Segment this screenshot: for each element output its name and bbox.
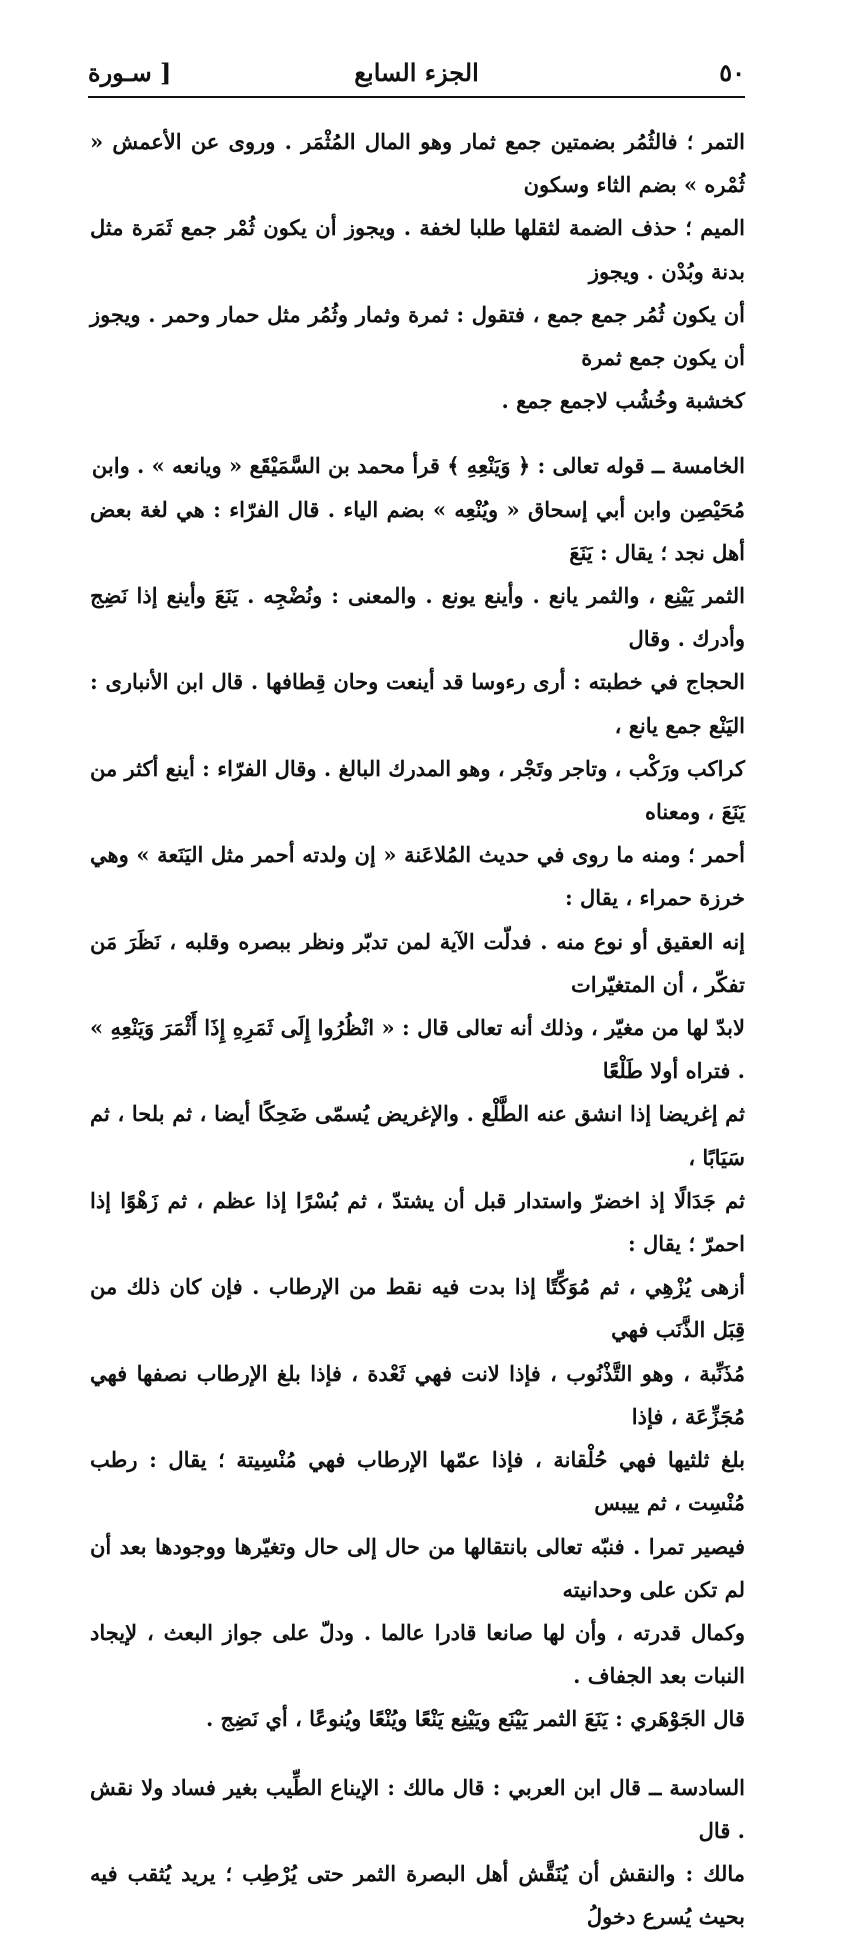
text-line: ثم جَدَالًا إذ اخضرّ واستدار قبل أن يشتدّ ، ثم بُسْرًا إذا عظم ، ثم زَهْوًا إذا احمرّ ؛ يقال : — [90, 1187, 745, 1257]
text-line: أن يكون ثُمُر جمع جمع ، فتقول : ثمرة وثمار وثُمُر مثل حمار وحمر . ويجوز أن يكون جمع ثمرة — [90, 301, 745, 371]
text-line: ثم إغريضا إذا انشق عنه الطَّلْع . والإغريض يُسمّى ضَحِكًا أيضا ، ثم بلحا ، ثم سَيَابًا ، — [90, 1101, 745, 1170]
part-title: الجزء السابع — [354, 58, 479, 87]
text-line: فيصير تمرا . فنبّه تعالى بانتقالها من حال إلى حال وتغيّرها ووجودها بعد أن لم تكن على وحدانيته — [90, 1533, 745, 1602]
surah-label: [ سـورة — [88, 58, 172, 87]
paragraph-2 — [90, 444, 745, 1740]
page-header — [88, 56, 745, 98]
page-body — [90, 120, 745, 1938]
text-line: الميم ؛ حذف الضمة لثقلها طلبا لخفة . ويجوز أن يكون ثُمْر جمع ثَمَرة مثل بدنة وبُدْن . ويجوز — [90, 215, 745, 284]
text-line: أحمر ؛ ومنه ما روى في حديث المُلاعَنة « إن ولدته أحمر مثل اليَنَعة » وهي خرزة حمراء ، يقال : — [90, 842, 745, 911]
text-line: بلغ ثلثيها فهي حُلْقانة ، فإذا عمّها الإرطاب فهي مُنْسِيتة ؛ يقال : رطب مُنْسِت ، ثم ييبس — [90, 1447, 745, 1516]
paragraph-3 — [90, 1766, 745, 1938]
text-line: السادسة ــ قال ابن العربي : قال مالك : الإيناع الطِّيب بغير فساد ولا نقش . قال — [90, 1774, 745, 1843]
text-line: كخشبة وخُشُب لاجمع جمع . — [501, 388, 745, 414]
text-line: مُذَنِّبة ، وهو التَّذْنُوب ، فإذا لانت فهي ثَعْدة ، فإذا بلغ الإرطاب نصفها فهي مُجَزِّعَة ، فإذا — [90, 1360, 745, 1429]
text-line: الخامسة ــ قوله تعالى : ﴿ وَيَنْعِهِ ﴾ قرأ محمد بن السَّمَيْقَع « ويانعه » . وابن — [91, 453, 745, 479]
page-number: ٥٠ — [719, 58, 745, 87]
text-line: مالك : والنقش أن يُنَقَّش أهل البصرة الثمر حتى يُرْطِب ؛ يريد يُثقب فيه بحيث يُسرع دخولُ — [90, 1860, 745, 1930]
text-line: قال الجَوْهَري : يَنَعَ الثمر يَيْنَع ويَيْنِع يَنْعًا ويُنْعًا ويُنوعًا ، أي نَضِج . — [205, 1706, 745, 1732]
text-line: كراكب ورَكْب ، وتاجر وتَجْر ، وهو المدرك البالغ . وقال الفرّاء : أينع أكثر من يَنَعَ ، ومعناه — [90, 755, 745, 825]
text-line: إنه العقيق أو نوع منه . فدلّت الآية لمن تدبّر ونظر ببصره وقلبه ، نَظَرَ مَن تفكّر ، أن المتغيّرات — [90, 928, 745, 997]
text-line: مُحَيْصِن وابن أبي إسحاق « ويُنْعِه » بضم الياء . قال الفرّاء : هي لغة بعض أهل نجد ؛ يقال : يَنَعَ — [90, 496, 745, 565]
text-line: الحجاج في خطبته : أرى رءوسا قد أينعت وحان قِطافها . قال ابن الأنبارى : اليَنْع جمع يانع ، — [90, 669, 745, 738]
text-line: لابدّ لها من مغيّر ، وذلك أنه تعالى قال : « انْظُرُوا إِلَى ثَمَرِهِ إِذَا أَثْمَرَ وَيَنْعِهِ » . فتراه أولا طَلْعًا — [90, 1015, 745, 1084]
text-line: التمر ؛ فالثُمُر بضمتين جمع ثمار وهو المال المُثْمَر . وروى عن الأعمش « ثُمْره » بضم الثاء وسكون — [90, 129, 745, 198]
text-line: وكمال قدرته ، وأن لها صانعا قادرا عالما . ودلّ على جواز البعث ، لإيجاد النبات بعد الجفاف . — [90, 1619, 745, 1689]
text-line: أزهى يُزْهِي ، ثم مُوَكِّتًا إذا بدت فيه نقط من الإرطاب . فإن كان ذلك من قِبَل الذَّنَب فهي — [90, 1274, 745, 1343]
text-line: الثمر يَيْنِع ، والثمر يانع . وأينع يونع . والمعنى : ونُضْجِه . يَنَعَ وأينع إذا نَضِج وأدرك . وقال — [90, 583, 745, 652]
paragraph-1 — [90, 120, 745, 422]
